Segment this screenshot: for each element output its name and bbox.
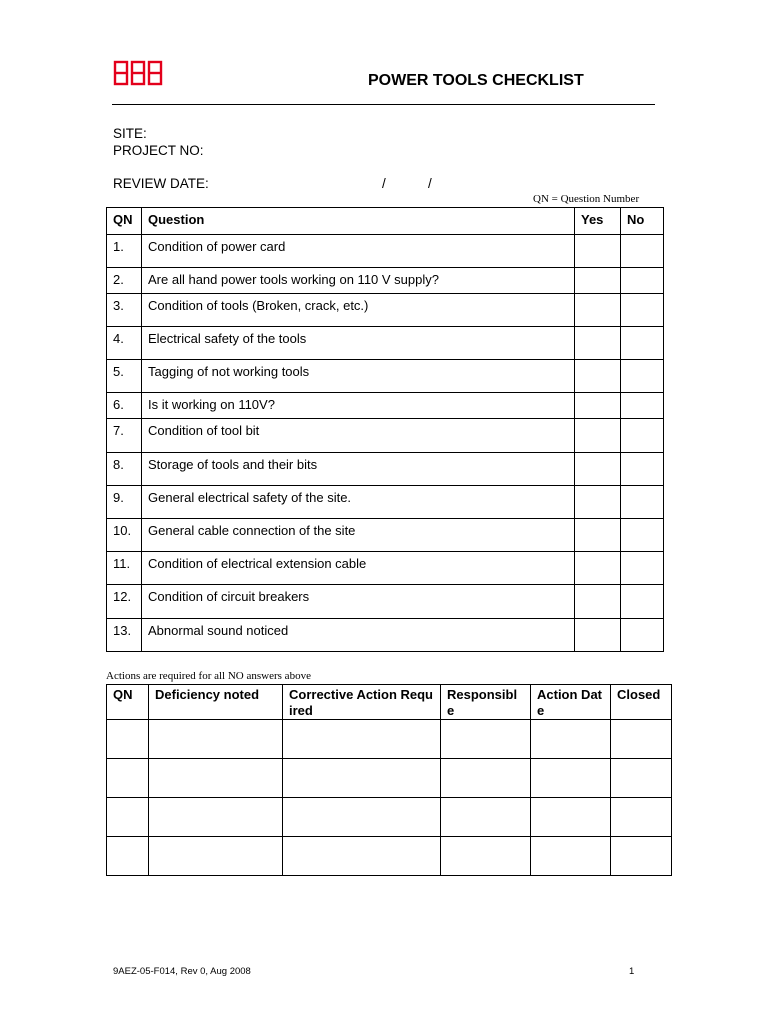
actions-table — [106, 684, 672, 876]
closed-cell[interactable] — [611, 759, 672, 798]
qn-cell: 4. — [107, 327, 142, 360]
qn-cell: 9. — [107, 486, 142, 519]
qn-header: QN — [107, 208, 142, 235]
action-date-header: Action Date — [531, 685, 611, 720]
header-divider — [112, 104, 655, 105]
yes-cell[interactable] — [575, 235, 621, 268]
no-cell[interactable] — [621, 235, 664, 268]
yes-cell[interactable] — [575, 486, 621, 519]
no-cell[interactable] — [621, 453, 664, 486]
closed-cell[interactable] — [611, 720, 672, 759]
table-row — [107, 294, 664, 327]
question-cell: Condition of tool bit — [142, 419, 575, 453]
yes-cell[interactable] — [575, 268, 621, 294]
company-logo-icon — [113, 60, 163, 86]
qn-cell: 13. — [107, 619, 142, 652]
table-row — [107, 453, 664, 486]
table-row — [107, 235, 664, 268]
no-cell[interactable] — [621, 327, 664, 360]
question-cell: Condition of electrical extension cable — [142, 552, 575, 585]
table-row — [107, 759, 672, 798]
table-row — [107, 585, 664, 619]
closed-cell[interactable] — [611, 798, 672, 837]
yes-cell[interactable] — [575, 453, 621, 486]
corrective-action-cell[interactable] — [283, 720, 441, 759]
yes-cell[interactable] — [575, 519, 621, 552]
yes-header: Yes — [575, 208, 621, 235]
table-row — [107, 327, 664, 360]
table-row — [107, 268, 664, 294]
table-row — [107, 519, 664, 552]
question-cell: Abnormal sound noticed — [142, 619, 575, 652]
yes-cell[interactable] — [575, 619, 621, 652]
table-row — [107, 419, 664, 453]
table-row — [107, 486, 664, 519]
qn-cell: 2. — [107, 268, 142, 294]
no-cell[interactable] — [621, 268, 664, 294]
checklist-header-row — [107, 208, 664, 235]
action-date-cell[interactable] — [531, 798, 611, 837]
date-separator: / — [382, 176, 386, 191]
responsible-cell[interactable] — [441, 759, 531, 798]
qn-header: QN — [107, 685, 149, 720]
qn-cell: 3. — [107, 294, 142, 327]
qn-legend: QN = Question Number — [533, 193, 640, 205]
responsible-header: Responsible — [441, 685, 531, 720]
qn-cell: 7. — [107, 419, 142, 453]
table-row — [107, 720, 672, 759]
no-cell[interactable] — [621, 419, 664, 453]
question-cell: Tagging of not working tools — [142, 360, 575, 393]
corrective-action-header: Corrective Action Required — [283, 685, 441, 720]
question-cell: Electrical safety of the tools — [142, 327, 575, 360]
yes-cell[interactable] — [575, 552, 621, 585]
deficiency-cell[interactable] — [149, 837, 283, 876]
question-cell: Condition of tools (Broken, crack, etc.) — [142, 294, 575, 327]
no-cell[interactable] — [621, 486, 664, 519]
no-header: No — [621, 208, 664, 235]
document-reference: 9AEZ-05-F014, Rev 0, Aug 2008 — [113, 966, 251, 977]
question-cell: Are all hand power tools working on 110 V supply? — [142, 268, 575, 294]
table-row — [107, 837, 672, 876]
yes-cell[interactable] — [575, 327, 621, 360]
no-cell[interactable] — [621, 619, 664, 652]
no-cell[interactable] — [621, 519, 664, 552]
site-label: SITE: — [113, 126, 147, 141]
page-number: 1 — [629, 966, 635, 977]
yes-cell[interactable] — [575, 360, 621, 393]
no-cell[interactable] — [621, 294, 664, 327]
table-row — [107, 552, 664, 585]
closed-header: Closed — [611, 685, 672, 720]
corrective-action-cell[interactable] — [283, 837, 441, 876]
qn-cell: 8. — [107, 453, 142, 486]
question-cell: Condition of circuit breakers — [142, 585, 575, 619]
no-cell[interactable] — [621, 360, 664, 393]
action-date-cell[interactable] — [531, 759, 611, 798]
qn-cell: 11. — [107, 552, 142, 585]
table-row — [107, 619, 664, 652]
no-cell[interactable] — [621, 585, 664, 619]
corrective-action-cell[interactable] — [283, 759, 441, 798]
deficiency-cell[interactable] — [149, 759, 283, 798]
actions-header-row — [107, 685, 672, 720]
responsible-cell[interactable] — [441, 720, 531, 759]
deficiency-header: Deficiency noted — [149, 685, 283, 720]
qn-cell: 10. — [107, 519, 142, 552]
checklist-table — [106, 207, 664, 652]
question-header: Question — [142, 208, 575, 235]
yes-cell[interactable] — [575, 419, 621, 453]
qn-cell: 12. — [107, 585, 142, 619]
no-cell[interactable] — [621, 552, 664, 585]
no-cell[interactable] — [621, 393, 664, 419]
qn-cell: 1. — [107, 235, 142, 268]
qn-cell[interactable] — [107, 759, 149, 798]
question-cell: Storage of tools and their bits — [142, 453, 575, 486]
corrective-action-cell[interactable] — [283, 798, 441, 837]
table-row — [107, 360, 664, 393]
question-cell: Is it working on 110V? — [142, 393, 575, 419]
action-date-cell[interactable] — [531, 720, 611, 759]
yes-cell[interactable] — [575, 585, 621, 619]
closed-cell[interactable] — [611, 837, 672, 876]
question-cell: General electrical safety of the site. — [142, 486, 575, 519]
question-cell: Condition of power card — [142, 235, 575, 268]
project-no-label: PROJECT NO: — [113, 143, 204, 158]
table-row — [107, 798, 672, 837]
deficiency-cell[interactable] — [149, 798, 283, 837]
actions-note: Actions are required for all NO answers above — [106, 670, 311, 682]
qn-cell[interactable] — [107, 837, 149, 876]
responsible-cell[interactable] — [441, 798, 531, 837]
review-date-label: REVIEW DATE: — [113, 176, 209, 191]
date-separator: / — [428, 176, 432, 191]
qn-cell[interactable] — [107, 720, 149, 759]
yes-cell[interactable] — [575, 393, 621, 419]
qn-cell[interactable] — [107, 798, 149, 837]
question-cell: General cable connection of the site — [142, 519, 575, 552]
responsible-cell[interactable] — [441, 837, 531, 876]
action-date-cell[interactable] — [531, 837, 611, 876]
yes-cell[interactable] — [575, 294, 621, 327]
deficiency-cell[interactable] — [149, 720, 283, 759]
qn-cell: 6. — [107, 393, 142, 419]
table-row — [107, 393, 664, 419]
page-title: POWER TOOLS CHECKLIST — [368, 72, 584, 89]
qn-cell: 5. — [107, 360, 142, 393]
